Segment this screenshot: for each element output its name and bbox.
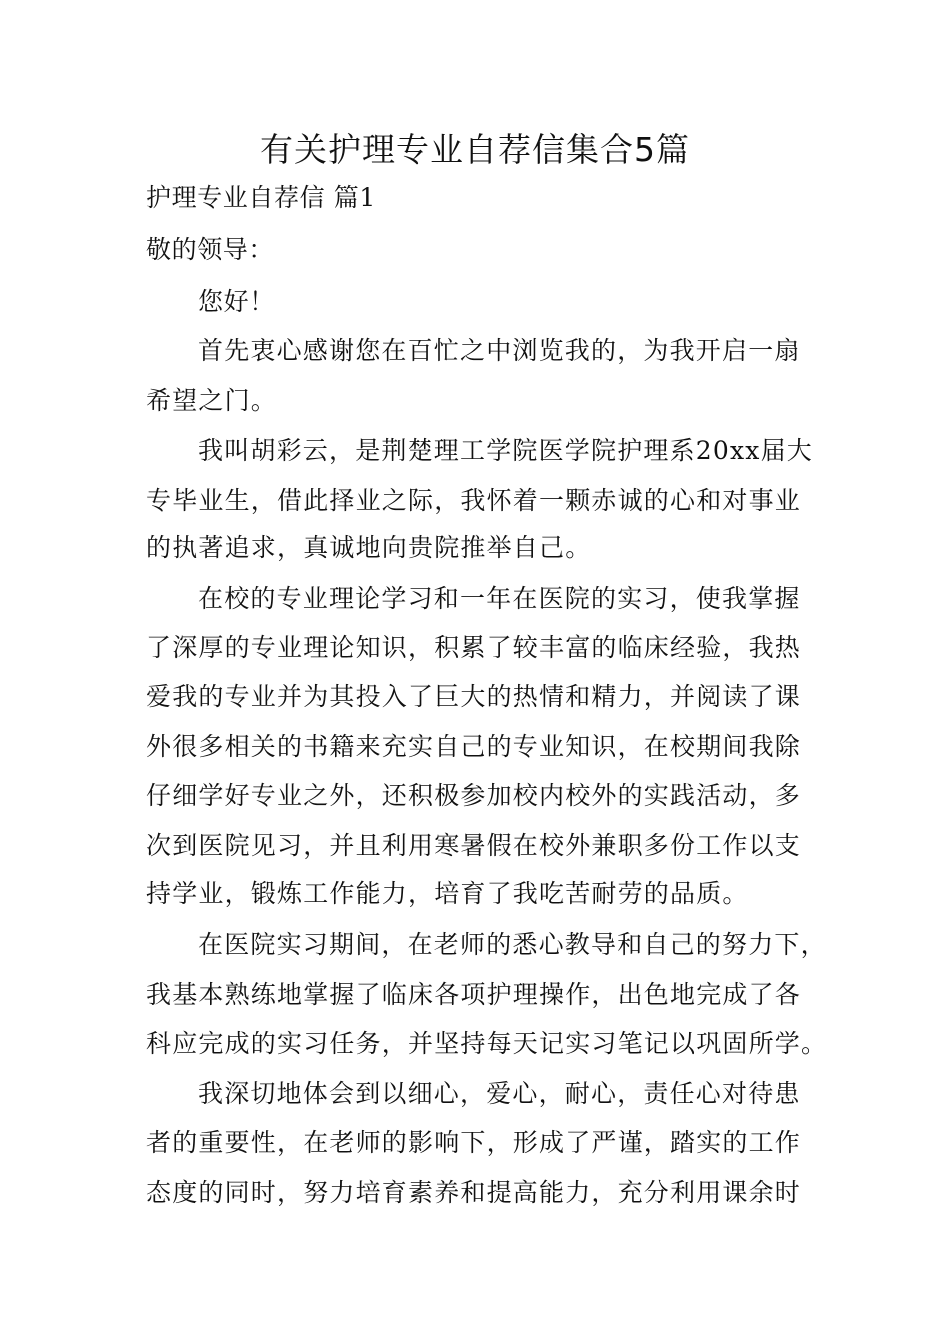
paragraph-line: 在医院实习期间，在老师的悉心教导和自己的努力下，	[198, 930, 827, 959]
paragraph-line: 专毕业生，借此择业之际，我怀着一颗赤诚的心和对事业	[146, 486, 802, 515]
paragraph-line: 首先衷心感谢您在百忙之中浏览我的，为我开启一扇	[198, 336, 801, 365]
section-heading: 护理专业自荐信 篇1	[146, 183, 376, 212]
paragraph-line: 态度的同时，努力培育素养和提高能力，充分利用课余时	[146, 1178, 802, 1207]
paragraph-line: 在校的专业理论学习和一年在医院的实习，使我掌握	[198, 584, 801, 613]
paragraph-line: 次到医院见习，并且利用寒暑假在校外兼职多份工作以支	[146, 831, 802, 860]
salutation: 敬的领导：	[146, 235, 275, 264]
paragraph-line: 爱我的专业并为其投入了巨大的热情和精力，并阅读了课	[146, 682, 802, 711]
paragraph-line: 希望之门。	[146, 386, 278, 415]
paragraph-line: 持学业，锻炼工作能力，培育了我吃苦耐劳的品质。	[146, 879, 749, 908]
paragraph-line: 了深厚的专业理论知识，积累了较丰富的临床经验，我热	[146, 633, 802, 662]
paragraph-line: 我深切地体会到以细心，爱心，耐心，责任心对待患	[198, 1079, 801, 1108]
document-title: 有关护理专业自荐信集合5篇	[260, 130, 690, 169]
paragraph-line: 者的重要性，在老师的影响下，形成了严谨，踏实的工作	[146, 1128, 802, 1157]
paragraph-line: 的执著追求，真诚地向贵院推举自己。	[146, 533, 592, 562]
paragraph-line: 我基本熟练地掌握了临床各项护理操作，出色地完成了各	[146, 980, 802, 1009]
paragraph-line: 仔细学好专业之外，还积极参加校内校外的实践活动，多	[146, 781, 802, 810]
paragraph-line: 我叫胡彩云，是荆楚理工学院医学院护理系20xx届大	[198, 436, 814, 465]
greeting: 您好！	[198, 287, 275, 316]
paragraph-line: 科应完成的实习任务，并坚持每天记实习笔记以巩固所学。	[146, 1029, 828, 1058]
paragraph-line: 外很多相关的书籍来充实自己的专业知识，在校期间我除	[146, 732, 802, 761]
